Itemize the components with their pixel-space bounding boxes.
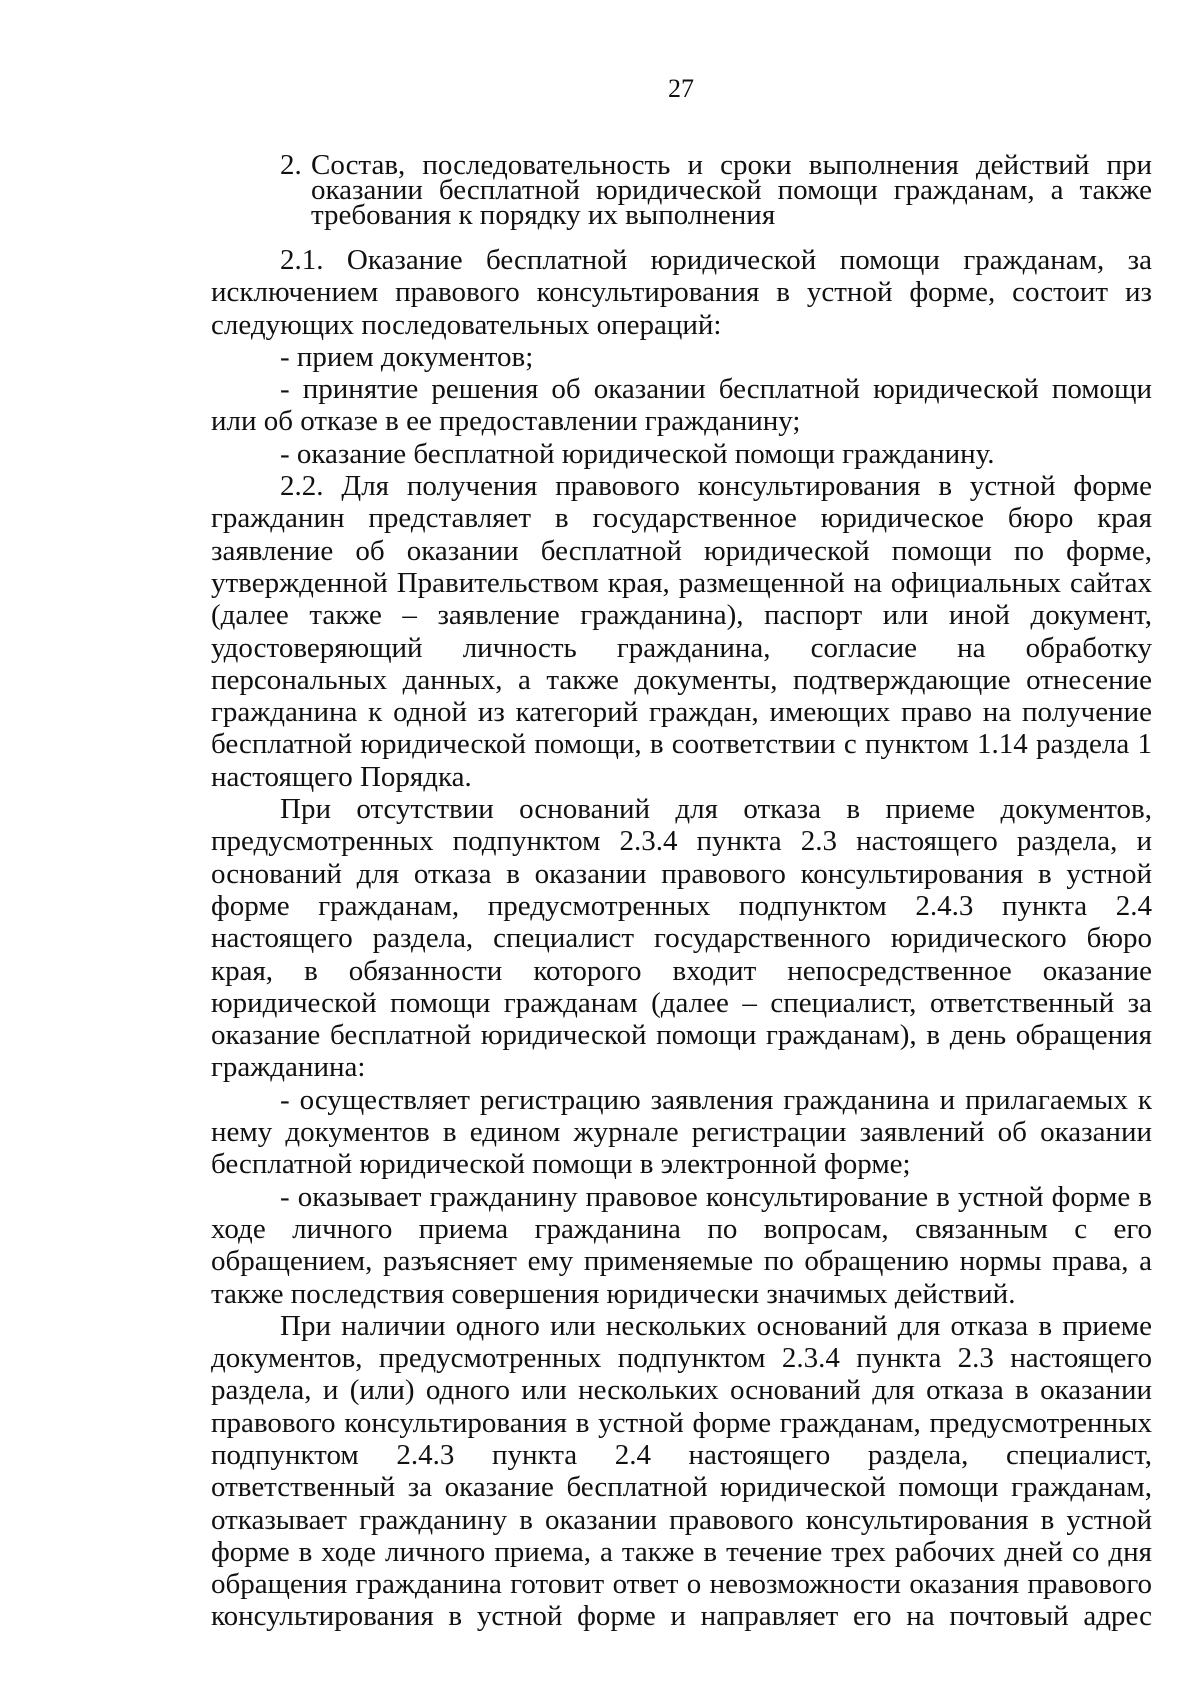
- section-heading: [280, 149, 1152, 231]
- list-item-consultation: - оказывает гражданину правовое консультирование в устной форме в ходе личного приема гражданина по вопросам, связанным с его обращением, разъясняет ему применяемые по обращению нормы права, а также последствия совершения юридически значимых действий.: [211, 1180, 1152, 1310]
- document-body: [211, 244, 1152, 1633]
- list-item-provide-assistance: - оказание бесплатной юридической помощи гражданину.: [280, 437, 995, 470]
- list-item-receive-documents: - прием документов;: [280, 340, 534, 373]
- paragraph-grounds-for-refusal: При наличии одного или нескольких оснований для отказа в приеме документов, предусмотренных подпунктом 2.3.4 пункта 2.3 настоящего раздела, и (или) одного или нескольких оснований для отказа в оказании правового консультирования в устной форме гражданам, предусмотренных подпунктом 2.4.3 пункта 2.4 настоящего раздела, специалист, ответственный за оказание бесплатной юридической помощи гражданам, отказывает гражданину в оказании правового консультирования в устной форме в ходе личного приема, а также в течение трех рабочих дней со дня обращения гражданина готовит ответ о невозможности оказания правового консультирования в устной форме и направляет его на почтовый адрес: [211, 1309, 1152, 1633]
- list-item-decision: - принятие решения об оказании бесплатной юридической помощи или об отказе в ее предоставлении гражданину;: [211, 373, 1152, 438]
- section-heading-line-3: требования к порядку их выполнения: [311, 199, 776, 231]
- page-number: 27: [668, 74, 694, 103]
- section-heading-number: 2.: [280, 149, 302, 181]
- section-heading-line-2: оказании бесплатной юридической помощи гражданам, а также: [311, 174, 1152, 206]
- section-heading-line-1: Состав, последовательность и сроки выполнения действий при: [311, 149, 1152, 181]
- paragraph-no-grounds: При отсутствии оснований для отказа в приеме документов, предусмотренных подпунктом 2.3.4 пункта 2.3 настоящего раздела, и оснований для отказа в оказании правового консультирования в устной форме гражданам, предусмотренных подпунктом 2.4.3 пункта 2.4 настоящего раздела, специалист государственного юридического бюро края, в обязанности которого входит непосредственное оказание юридической помощи гражданам (далее – специалист, ответственный за оказание бесплатной юридической помощи гражданам), в день обращения гражданина:: [211, 793, 1152, 1084]
- paragraph-2-2: 2.2. Для получения правового консультирования в устной форме гражданин представляет в государственное юридическое бюро края заявление об оказании бесплатной юридической помощи по форме, утвержденной Правительством края, размещенной на официальных сайтах (далее также – заявление гражданина), паспорт или иной документ, удостоверяющий личность гражданина, согласие на обработку персональных данных, а также документы, подтверждающие отнесение гражданина к одной из категорий граждан, имеющих право на получение бесплатной юридической помощи, в соответствии с пунктом 1.14 раздела 1 настоящего Порядка.: [211, 470, 1152, 793]
- paragraph-2-1: 2.1. Оказание бесплатной юридической помощи гражданам, за исключением правового консультирования в устной форме, состоит из следующих последовательных операций:: [211, 244, 1152, 341]
- list-item-registration: - осуществляет регистрацию заявления гражданина и прилагаемых к нему документов в едином журнале регистрации заявлений об оказании бесплатной юридической помощи в электронной форме;: [211, 1083, 1152, 1181]
